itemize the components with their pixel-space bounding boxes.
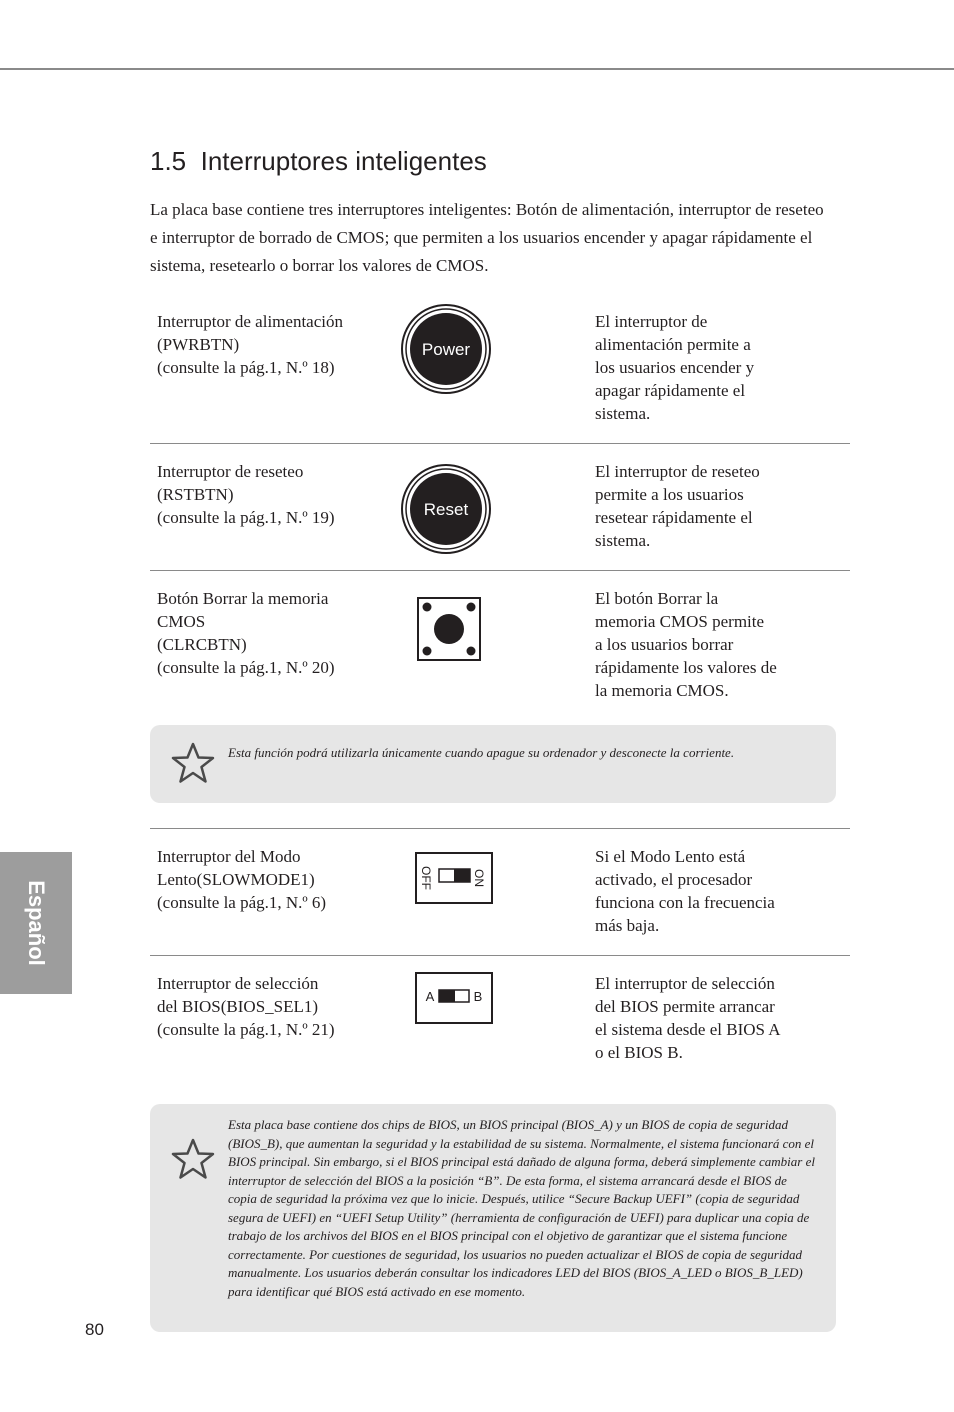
switch-name-line: Interruptor de selección (157, 974, 319, 993)
switch-name (157, 587, 387, 679)
switch-name (157, 310, 387, 379)
note-box (150, 725, 836, 803)
description-line: o el BIOS B. (595, 1043, 683, 1062)
switch-description (595, 587, 805, 702)
description-line: más baja. (595, 916, 660, 935)
note-line: Esta placa base contiene dos chips de BIOS, un BIOS principal (BIOS_A) y un BIOS de copia de (228, 1117, 733, 1132)
page-number: 80 (85, 1320, 104, 1339)
bios-b-label: B (473, 989, 483, 1004)
description-line: sistema. (595, 404, 651, 423)
switch-name-line: Interruptor de reseteo (157, 462, 304, 481)
section-title-text: Interruptores inteligentes (200, 146, 487, 176)
switch-name-line: Interruptor de alimentación (157, 312, 343, 331)
note-text (228, 1116, 818, 1301)
note-line: De esta forma, el sistema arrancará desde el BIOS de copia de seguridad la próxima vez que lo (228, 1172, 787, 1206)
intro-paragraph (150, 196, 830, 280)
bios-note-box (150, 1104, 836, 1332)
switch-name-line: (consulte la pág.1, N.º 20) (157, 658, 335, 677)
switch-name-line: (CLRCBTN) (157, 635, 247, 654)
section-number: 1.5 (150, 146, 187, 176)
top-rule (0, 68, 954, 70)
switch-name (157, 460, 387, 529)
note-line: seguridad (BIOS_B), que aumentan la seguridad y la estabilidad de su sistema. Normalmente, (228, 1117, 788, 1151)
description-line: el sistema desde el BIOS A (595, 1020, 781, 1039)
switch-name-line: Botón Borrar la memoria (157, 589, 329, 608)
note-line: Esta función podrá utilizarla únicamente cuando apague su ordenador y desconecte la (228, 745, 680, 760)
switch-name-line: (consulte la pág.1, N.º 18) (157, 358, 335, 377)
dip-off-label: OFF (419, 866, 433, 890)
note-text (228, 744, 788, 763)
star-icon (170, 741, 216, 785)
note-line: (BIOS_A_LED o BIOS_B_LED) para identificar qué BIOS está activado en ese momento. (228, 1265, 803, 1299)
switch-name-line: Interruptor del Modo (157, 847, 301, 866)
note-line: correctamente. Por cuestiones de seguridad, los usuarios no pueden actualizar el BIOS de copia (228, 1246, 732, 1262)
description-line: sistema. (595, 531, 651, 550)
switch-name-line: (consulte la pág.1, N.º 21) (157, 1020, 335, 1039)
description-line: a los usuarios borrar (595, 635, 734, 654)
note-line: alguna forma, deberá simplemente cambiar el interruptor de selección del BIOS a la posición “B”. (228, 1154, 815, 1188)
switch-description (595, 972, 805, 1064)
switch-description (595, 310, 805, 425)
note-line: inicie. Después, utilice “Secure Backup UEFI” (copia de seguridad segura de UEFI) en “UEFI (228, 1191, 800, 1225)
reset-button-icon (400, 463, 492, 555)
dip-switch-on-off-icon (415, 852, 493, 904)
dip-switch-a-b-icon (415, 972, 493, 1024)
switch-name-line: (consulte la pág.1, N.º 6) (157, 893, 327, 912)
note-line: corriente. (683, 745, 735, 760)
description-line: rápidamente los valores de (595, 658, 777, 677)
description-line: resetear rápidamente el (595, 508, 753, 527)
note-line: los archivos del BIOS en el BIOS principal con el objetivo de garantizar que el sistema funcione (285, 1228, 788, 1243)
star-icon (170, 1137, 216, 1181)
divider (150, 828, 850, 829)
description-line: funciona con la frecuencia (595, 893, 775, 912)
description-line: El interruptor de (595, 312, 708, 331)
switch-name (157, 972, 387, 1041)
divider (150, 443, 850, 444)
description-line: El botón Borrar la (595, 589, 719, 608)
description-line: del BIOS permite arrancar (595, 997, 775, 1016)
switch-name-line: Lento(SLOWMODE1) (157, 870, 315, 889)
section-title (150, 146, 487, 177)
language-tab-label: Español (24, 880, 49, 966)
note-line: Setup Utility” (herramienta de configuración de UEFI) para duplicar una copia de trabajo de (228, 1209, 810, 1243)
description-line: Si el Modo Lento está (595, 847, 746, 866)
power-button-icon (400, 303, 492, 395)
intro-line: interruptor de reseteo e interruptor de borrado de CMOS; que permiten a los usuarios (150, 200, 824, 247)
power-button-label: Power (421, 340, 471, 359)
switch-name-line: (PWRBTN) (157, 335, 240, 354)
note-line: el sistema funcionará con el BIOS principal. Sin embargo, si el BIOS principal está dañado de (228, 1135, 815, 1169)
description-line: alimentación permite a (595, 335, 751, 354)
switch-description (595, 460, 805, 552)
description-line: El interruptor de selección (595, 974, 775, 993)
bios-a-label: A (425, 989, 435, 1004)
intro-line: encender y apagar rápidamente el sistema, resetearlo o borrar los valores de CMOS. (150, 228, 813, 275)
switch-name-line: (consulte la pág.1, N.º 19) (157, 508, 335, 527)
description-line: activado, el procesador (595, 870, 753, 889)
language-tab (0, 852, 72, 994)
switch-name-line: CMOS (157, 612, 206, 631)
dip-on-label: ON (472, 869, 486, 887)
divider (150, 955, 850, 956)
description-line: apagar rápidamente el (595, 381, 746, 400)
intro-line: La placa base contiene tres interruptores inteligentes: Botón de alimentación, (150, 200, 674, 219)
tact-switch-icon (417, 597, 481, 661)
switch-name-line: (RSTBTN) (157, 485, 234, 504)
description-line: la memoria CMOS. (595, 681, 729, 700)
description-line: El interruptor de reseteo (595, 462, 760, 481)
divider (150, 570, 850, 571)
description-line: los usuarios encender y (595, 358, 755, 377)
reset-button-label: Reset (423, 500, 469, 519)
description-line: memoria CMOS permite (595, 612, 765, 631)
note-line: de seguridad manualmente. Los usuarios deberán consultar los indicadores LED del BIOS (228, 1246, 802, 1280)
description-line: permite a los usuarios (595, 485, 744, 504)
switch-name (157, 845, 387, 914)
switch-description (595, 845, 805, 937)
switch-name-line: del BIOS(BIOS_SEL1) (157, 997, 319, 1016)
